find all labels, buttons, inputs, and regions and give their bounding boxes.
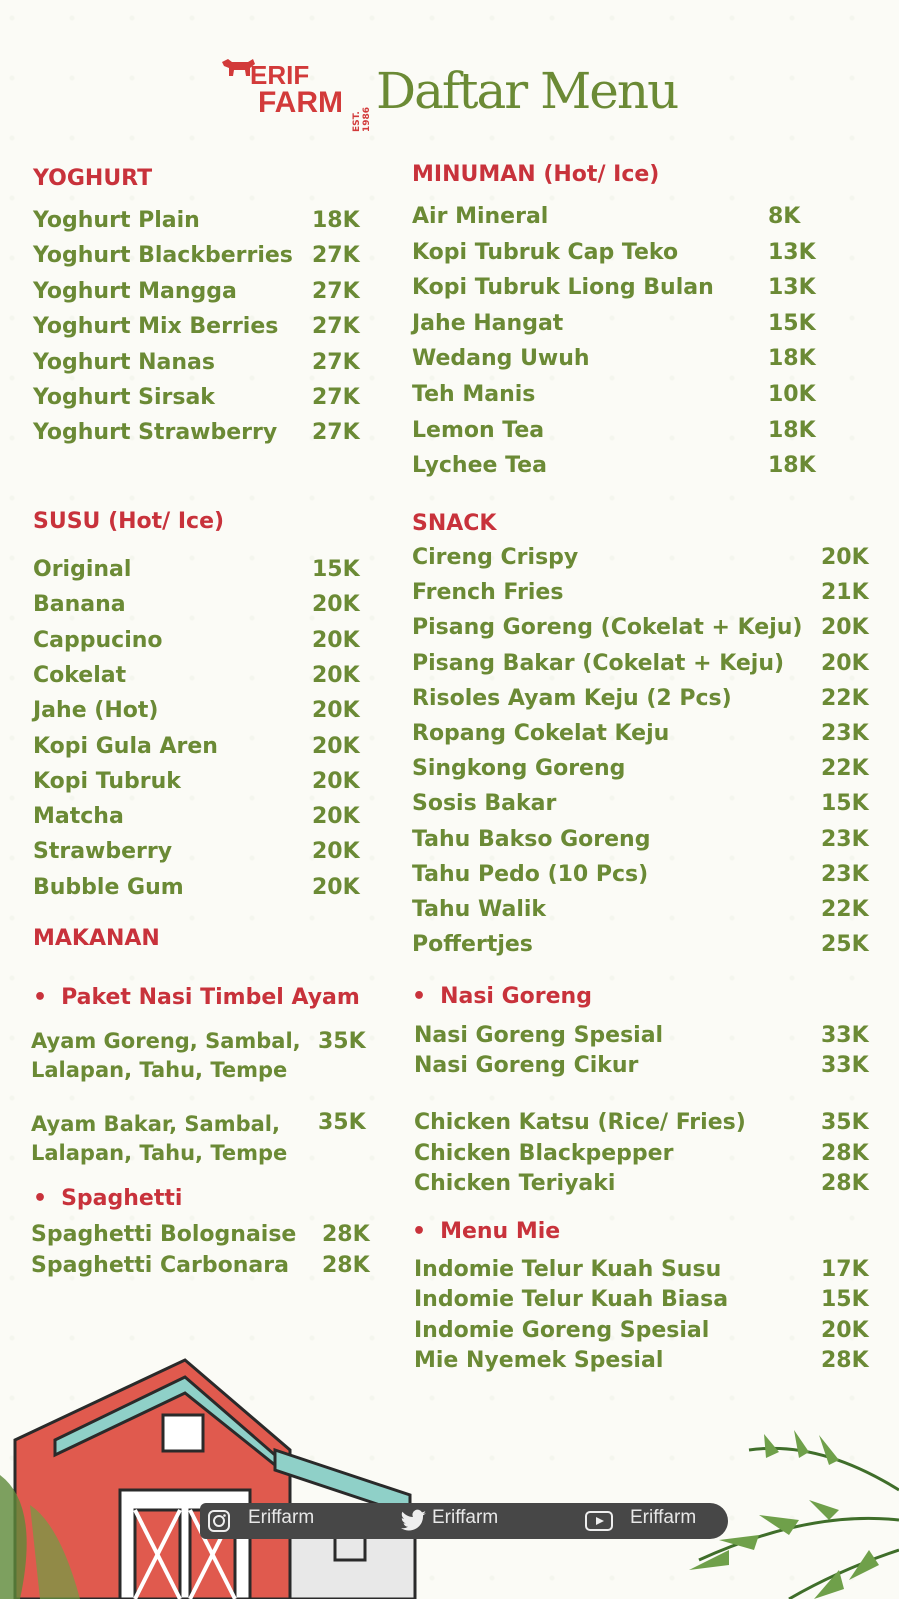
logo-line1: ERIF: [250, 60, 310, 90]
menu-item-price: 15K: [821, 791, 869, 817]
subheading-nasi-goreng: [412, 984, 592, 1009]
menu-item-name: Cappucino: [33, 627, 163, 653]
menu-item-price: 28K: [322, 1252, 370, 1278]
menu-item-name: Matcha: [33, 804, 124, 830]
menu-item-price: 27K: [312, 314, 360, 340]
youtube-handle[interactable]: Eriffarm: [630, 1507, 697, 1528]
menu-item-price: 15K: [312, 557, 360, 582]
menu-item-price: 20K: [312, 733, 360, 759]
menu-item-name: Yoghurt Sirsak: [33, 385, 215, 410]
menu-item-price: 20K: [312, 627, 360, 653]
menu-item-name: Tahu Bakso Goreng: [412, 826, 651, 852]
section-heading-minuman: MINUMAN (Hot/ Ice): [412, 162, 660, 187]
menu-item-price: 13K: [768, 239, 816, 265]
menu-item-price: 27K: [312, 349, 360, 375]
subheading-menu-mie: [412, 1219, 560, 1244]
item-price: 35K: [318, 1110, 366, 1135]
menu-item-name: Yoghurt Nanas: [33, 349, 215, 375]
item-price: 35K: [318, 1029, 366, 1054]
menu-item-name: Yoghurt Mangga: [33, 278, 237, 304]
menu-item-price: 28K: [821, 1347, 869, 1373]
item-line: Ayam Bakar, Sambal,: [31, 1112, 280, 1136]
menu-item-price: 10K: [768, 382, 816, 407]
subheading-text: Menu Mie: [440, 1219, 561, 1244]
menu-item-price: 18K: [312, 208, 360, 233]
menu-item-name: Cokelat: [33, 662, 127, 688]
menu-item-price: 20K: [821, 1317, 869, 1343]
menu-item-price: 21K: [821, 580, 869, 606]
menu-item-price: 27K: [312, 420, 360, 446]
instagram-icon: [207, 1509, 231, 1533]
menu-item-price: 28K: [821, 1140, 869, 1166]
twitter-handle[interactable]: Eriffarm: [432, 1507, 499, 1528]
logo-est: EST. 1986: [352, 106, 372, 132]
menu-item-price: 23K: [821, 826, 869, 852]
section-heading-susu: SUSU (Hot/ Ice): [33, 509, 225, 534]
menu-item-name: Risoles Ayam Keju (2 Pcs): [412, 685, 732, 711]
menu-item-price: 27K: [312, 278, 360, 304]
menu-item-price: 27K: [312, 385, 360, 410]
menu-item-name: Lemon Tea: [412, 417, 545, 443]
menu-item-price: 22K: [821, 756, 869, 782]
menu-item-name: Cireng Crispy: [412, 545, 579, 570]
item-line: Ayam Goreng, Sambal,: [31, 1029, 301, 1053]
menu-item-name: Banana: [33, 592, 126, 618]
page-title: Daftar Menu: [376, 62, 678, 120]
menu-item-price: 20K: [312, 874, 360, 900]
menu-item-price: 27K: [312, 243, 360, 269]
menu-item-price: 13K: [768, 275, 816, 301]
menu-item-price: 23K: [821, 721, 869, 746]
menu-item-price: 35K: [821, 1110, 869, 1135]
logo-line2: FARM: [258, 86, 343, 119]
menu-item-name: Chicken Blackpepper: [414, 1140, 674, 1166]
menu-item-name: Indomie Goreng Spesial: [414, 1317, 710, 1343]
menu-item-name: Indomie Telur Kuah Biasa: [414, 1287, 729, 1313]
menu-item-price: 18K: [768, 417, 816, 443]
menu-item-name: Teh Manis: [412, 382, 536, 407]
menu-item-price: 20K: [312, 839, 360, 865]
menu-item-name: Tahu Pedo (10 Pcs): [412, 861, 649, 887]
menu-item-price: 22K: [821, 685, 869, 711]
menu-item-name: Bubble Gum: [33, 874, 184, 900]
menu-item-name: Strawberry: [33, 839, 173, 865]
menu-item-name: Chicken Katsu (Rice/ Fries): [414, 1110, 746, 1135]
instagram-handle[interactable]: Eriffarm: [248, 1507, 315, 1528]
subheading-text: Nasi Goreng: [440, 984, 592, 1009]
menu-item-name: Original: [33, 557, 132, 582]
menu-item-name: Poffertjes: [412, 932, 533, 958]
menu-item-name: Wedang Uwuh: [412, 346, 590, 372]
menu-item-ayam-goreng: [31, 1027, 301, 1085]
menu-item-price: 17K: [821, 1257, 869, 1282]
menu-item-name: Tahu Walik: [412, 897, 547, 922]
item-line: Lalapan, Tahu, Tempe: [31, 1141, 288, 1165]
section-heading-makanan: MAKANAN: [33, 926, 160, 951]
menu-item-name: Yoghurt Plain: [33, 208, 200, 233]
menu-item-price: 23K: [821, 861, 869, 887]
youtube-icon: [584, 1509, 614, 1533]
menu-item-price: 18K: [768, 346, 816, 372]
menu-item-price: 33K: [821, 1023, 869, 1048]
subheading-text: Spaghetti: [61, 1186, 183, 1211]
menu-item-name: Jahe (Hot): [33, 698, 159, 724]
menu-item-name: Chicken Teriyaki: [414, 1171, 616, 1196]
menu-item-price: 28K: [322, 1222, 370, 1247]
menu-item-price: 28K: [821, 1171, 869, 1196]
menu-item-name: Sosis Bakar: [412, 791, 557, 817]
menu-item-name: Singkong Goreng: [412, 756, 626, 782]
menu-item-name: Spaghetti Bolognaise: [31, 1222, 297, 1247]
menu-item-name: Jahe Hangat: [412, 310, 564, 336]
item-line: Lalapan, Tahu, Tempe: [31, 1058, 288, 1082]
menu-item-name: Pisang Bakar (Cokelat + Keju): [412, 650, 785, 676]
menu-item-price: 20K: [821, 650, 869, 676]
menu-item-name: Lychee Tea: [412, 453, 547, 479]
menu-item-price: 18K: [768, 453, 816, 479]
menu-item-price: 22K: [821, 897, 869, 922]
social-bar: [200, 1503, 728, 1539]
menu-item-price: 20K: [312, 592, 360, 618]
menu-item-name: Ropang Cokelat Keju: [412, 721, 670, 746]
section-heading-snack: SNACK: [412, 511, 497, 536]
menu-item-price: 15K: [768, 310, 816, 336]
menu-item-name: Yoghurt Mix Berries: [33, 314, 279, 340]
menu-item-price: 33K: [821, 1053, 869, 1078]
menu-item-price: 20K: [821, 545, 869, 570]
menu-item-name: Mie Nyemek Spesial: [414, 1347, 664, 1373]
menu-item-name: Yoghurt Blackberries: [33, 243, 293, 269]
menu-item-price: 15K: [821, 1287, 869, 1313]
menu-item-price: 20K: [312, 768, 360, 794]
menu-item-name: French Fries: [412, 580, 564, 606]
subheading-paket-nasi-timbel: [33, 985, 360, 1010]
section-heading-yoghurt: YOGHURT: [33, 166, 153, 191]
twitter-icon: [400, 1509, 428, 1533]
subheading-spaghetti: [33, 1186, 182, 1211]
menu-item-price: 20K: [312, 662, 360, 688]
menu-item-price: 20K: [312, 804, 360, 830]
menu-item-name: Kopi Gula Aren: [33, 733, 218, 759]
menu-item-price: 20K: [821, 615, 869, 641]
menu-item-price: 20K: [312, 698, 360, 724]
menu-item-name: Spaghetti Carbonara: [31, 1252, 289, 1278]
menu-item-ayam-bakar: [31, 1110, 287, 1168]
eriffarm-logo: [220, 54, 370, 132]
menu-item-name: Indomie Telur Kuah Susu: [414, 1257, 722, 1282]
barn-illustration: [0, 1355, 420, 1599]
menu-item-name: Kopi Tubruk Cap Teko: [412, 239, 679, 265]
menu-item-name: Pisang Goreng (Cokelat + Keju): [412, 615, 803, 641]
menu-item-name: Air Mineral: [412, 204, 549, 229]
menu-item-name: Kopi Tubruk Liong Bulan: [412, 275, 714, 301]
menu-item-name: Nasi Goreng Cikur: [414, 1053, 639, 1078]
menu-item-name: Kopi Tubruk: [33, 768, 181, 794]
menu-item-price: 8K: [768, 204, 801, 229]
menu-item-name: Nasi Goreng Spesial: [414, 1023, 664, 1048]
subheading-text: Paket Nasi Timbel Ayam: [61, 985, 360, 1010]
menu-item-name: Yoghurt Strawberry: [33, 420, 278, 446]
menu-item-price: 25K: [821, 932, 869, 958]
